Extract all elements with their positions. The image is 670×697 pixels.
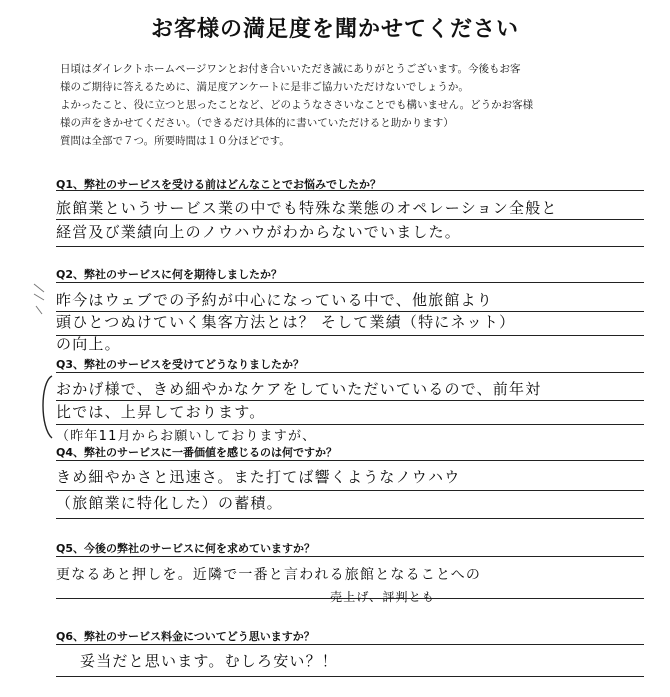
rule	[56, 460, 644, 461]
question-4-label: Q4、弊社のサービスに一番価値を感じるのは何ですか？	[56, 446, 338, 459]
rule	[56, 676, 644, 677]
answer-3-line-3: （昨年11月からお願いしておりますが、	[56, 429, 317, 444]
answer-2-line-3: の向上。	[56, 335, 121, 353]
answer-4-line-1: きめ細やかさと迅速さ。また打てば響くようなノウハウ	[56, 468, 461, 486]
rule	[56, 556, 644, 557]
answer-2-line-1: 昨今はウェブでの予約が中心になっている中で、他旅館より	[56, 291, 493, 309]
rule	[56, 246, 644, 247]
answer-5-line-1: 更なるあと押しを。近隣で一番と言われる旅館となることへの	[56, 567, 482, 583]
bracket-scribble	[36, 372, 56, 442]
answer-4-line-2: （旅館業に特化した）の蓄積。	[56, 494, 283, 512]
rule	[56, 518, 644, 519]
page-title: お客様の満足度を聞かせてください	[150, 17, 519, 42]
answer-1-line-1: 旅館業というサービス業の中でも特殊な業態のオペレーション全般と	[56, 199, 558, 217]
question-3-label: Q3、弊社のサービスを受けてどうなりましたか？	[56, 358, 305, 371]
question-5-label: Q5、今後の弊社のサービスに何を求めていますか？	[56, 542, 316, 555]
scribble-mark	[30, 280, 48, 320]
answer-5-line-2: 売上げ、評判とも	[330, 590, 436, 604]
rule	[56, 282, 644, 283]
question-2-label: Q2、弊社のサービスに何を期待しましたか？	[56, 268, 283, 281]
rule	[56, 190, 644, 191]
intro-text: 日頃はダイレクトホームページワンとお付き合いいただき誠にありがとうございます。今後もお客 様のご期待に答えるために、満足度アンケートに是非ご協力いただけないでしょうか。 よかったこと、役に立つと思ったことなど、どのようなささいなことでも構いません。どうかお客様 様の声をきかせてください。（できるだけ具体的に書いていただけると助かります） 質問は全部で７つ。所要時間は１０分ほどです。	[60, 63, 534, 147]
answer-2-line-2: 頭ひとつぬけていく集客方法とは？ そして業績（特にネット）	[56, 313, 516, 331]
rule	[56, 372, 644, 373]
rule	[56, 598, 644, 599]
rule	[56, 644, 644, 645]
answer-1-line-2: 経営及び業績向上のノウハウがわからないでいました。	[56, 223, 462, 241]
question-6-label: Q6、弊社のサービス料金についてどう思いますか？	[56, 630, 315, 643]
question-1-label: Q1、弊社のサービスを受ける前はどんなことでお悩みでしたか？	[56, 178, 382, 191]
answer-3-line-1: おかげ様で、きめ細やかなケアをしていただいているので、前年対	[56, 380, 542, 398]
answer-3-line-2: 比では、上昇しております。	[56, 403, 266, 421]
answer-6-line-1: 妥当だと思います。むしろ安い？！	[80, 652, 339, 670]
